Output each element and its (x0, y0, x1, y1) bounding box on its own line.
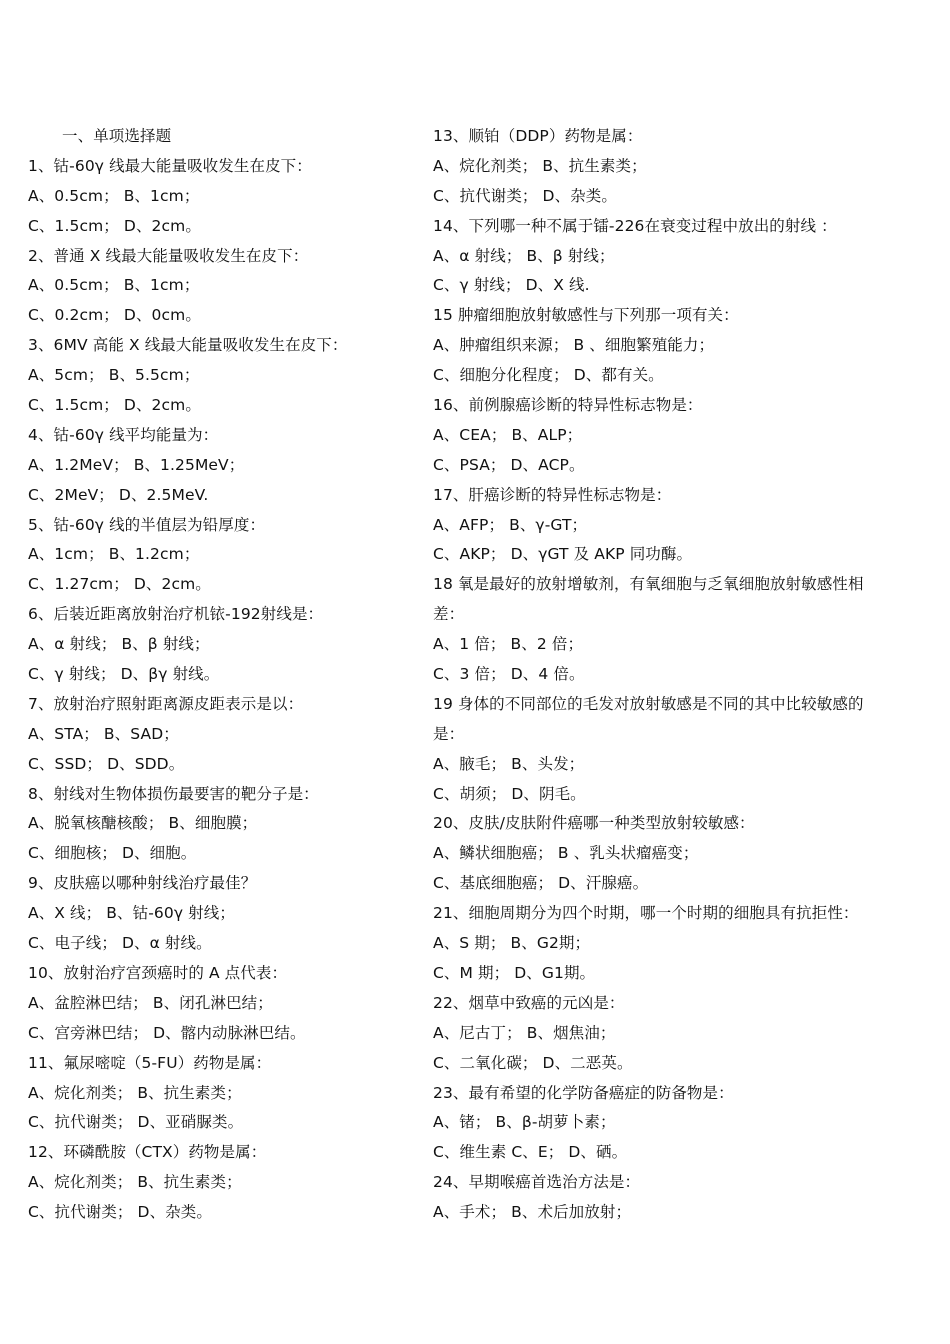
right-line: A、肿瘤组织来源； B 、细胞繁殖能力； (433, 336, 715, 355)
left-line: 12、环磷酰胺（CTX）药物是属： (28, 1143, 267, 1162)
left-line: C、抗代谢类； D、杂类。 (28, 1203, 212, 1222)
left-line: A、0.5cm； B、1cm； (28, 276, 200, 295)
left-line: 8、射线对生物体损伤最要害的靶分子是： (28, 784, 319, 803)
right-line: A、锗； B、β-胡萝卜素； (433, 1113, 616, 1132)
left-line: 6、后装近距离放射治疗机铱-192射线是： (28, 605, 324, 624)
right-column (433, 122, 903, 1228)
left-line: A、α 射线； B、β 射线； (28, 635, 210, 654)
left-line: C、细胞核； D、细胞。 (28, 844, 197, 863)
right-line: A、腋毛； B、头发； (433, 754, 585, 773)
left-line: A、1cm； B、1.2cm； (28, 545, 200, 564)
right-line: 16、前例腺癌诊断的特异性标志物是： (433, 396, 703, 415)
left-line: 7、放射治疗照射距离源皮距表示是以： (28, 694, 304, 713)
left-line: A、盆腔淋巴结； B、闭孔淋巴结； (28, 993, 273, 1012)
right-line: 23、最有希望的化学防备癌症的防备物是： (433, 1083, 734, 1102)
right-line: A、S 期； B、G2期； (433, 934, 591, 953)
right-line: 20、皮肤/皮肤附件癌哪一种类型放射较敏感： (433, 814, 755, 833)
left-line: A、0.5cm； B、1cm； (28, 186, 200, 205)
right-line: A、手术； B、术后加放射； (433, 1203, 632, 1222)
right-line: 22、烟草中致癌的元凶是： (433, 993, 625, 1012)
right-line: A、1 倍； B、2 倍； (433, 635, 584, 654)
left-line: A、烷化剂类； B、抗生素类； (28, 1083, 242, 1102)
right-line: C、胡须； D、阴毛。 (433, 784, 586, 803)
right-line: 15 肿瘤细胞放射敏感性与下列那一项有关： (433, 306, 739, 325)
left-line: C、1.27cm； D、2cm。 (28, 575, 211, 594)
right-line: C、AKP； D、γGT 及 AKP 同功酶。 (433, 545, 693, 564)
right-line: C、二氧化碳； D、二恶英。 (433, 1053, 633, 1072)
right-line: C、3 倍； D、4 倍。 (433, 665, 585, 684)
left-line: A、1.2MeV； B、1.25MeV； (28, 455, 245, 474)
right-line: C、PSA； D、ACP。 (433, 455, 585, 474)
left-line: C、0.2cm； D、0cm。 (28, 306, 201, 325)
right-line: 17、肝癌诊断的特异性标志物是： (433, 485, 672, 504)
right-line: A、CEA； B、ALP； (433, 425, 583, 444)
right-line: C、抗代谢类； D、杂类。 (433, 186, 617, 205)
right-line: 24、早期喉癌首选治方法是： (433, 1173, 641, 1192)
left-line: A、STA； B、SAD； (28, 724, 179, 743)
left-line: 2、普通 X 线最大能量吸收发生在皮下： (28, 246, 309, 265)
right-line: 差： (433, 605, 465, 624)
left-line: C、宫旁淋巴结； D、髂内动脉淋巴结。 (28, 1023, 306, 1042)
left-line: C、1.5cm； D、2cm。 (28, 396, 201, 415)
left-line: A、X 线； B、钴-60γ 射线； (28, 904, 235, 923)
left-line: 9、皮肤癌以哪种射线治疗最佳？ (28, 874, 257, 893)
left-line: 1、钴-60γ 线最大能量吸收发生在皮下： (28, 156, 312, 175)
right-line: C、维生素 C、E； D、硒。 (433, 1143, 628, 1162)
right-line: 13、顺铂（DDP）药物是属： (433, 127, 643, 145)
left-line: C、抗代谢类； D、亚硝脲类。 (28, 1113, 244, 1132)
left-line: C、γ 射线； D、βγ 射线。 (28, 665, 220, 684)
right-line: C、M 期； D、G1期。 (433, 963, 596, 982)
left-line: 5、钴-60γ 线的半值层为铅厚度： (28, 515, 266, 534)
left-line: C、2MeV； D、2.5MeV. (28, 485, 209, 504)
left-line: 一、单项选择题 (62, 127, 172, 145)
right-line: 19 身体的不同部位的毛发对放射敏感是不同的其中比较敏感的 (433, 694, 864, 713)
right-line: C、γ 射线； D、X 线. (433, 276, 590, 295)
left-line: 10、放射治疗宫颈癌时的 A 点代表： (28, 963, 288, 982)
left-line: C、1.5cm； D、2cm。 (28, 216, 201, 235)
left-line: A、5cm； B、5.5cm； (28, 366, 200, 385)
right-line: C、细胞分化程度； D、都有关。 (433, 366, 664, 385)
left-column (28, 122, 418, 1228)
right-line: 18 氧是最好的放射增敏剂，有氧细胞与乏氧细胞放射敏感性相 (433, 575, 864, 594)
left-line: 4、钴-60γ 线平均能量为： (28, 425, 219, 444)
right-line: 是： (433, 724, 465, 743)
right-line: A、AFP； B、γ-GT； (433, 515, 588, 534)
left-line: C、SSD； D、SDD。 (28, 754, 185, 773)
right-line: A、尼古丁； B、烟焦油； (433, 1023, 616, 1042)
right-line: 14、下列哪一种不属于镭-226在衰变过程中放出的射线 ： (433, 216, 837, 235)
left-line: C、电子线； D、α 射线。 (28, 934, 212, 953)
left-line: 3、6MV 高能 X 线最大能量吸收发生在皮下： (28, 336, 348, 355)
right-line: C、基底细胞癌； D、汗腺癌。 (433, 874, 649, 893)
left-line: A、烷化剂类； B、抗生素类； (28, 1173, 242, 1192)
right-line: A、烷化剂类； B、抗生素类； (433, 156, 647, 175)
left-line: 11、氟尿嘧啶（5-FU）药物是属： (28, 1053, 272, 1072)
left-line: A、脱氧核醣核酸； B、细胞膜； (28, 814, 258, 833)
right-line: A、α 射线； B、β 射线； (433, 246, 615, 265)
right-line: A、鳞状细胞癌； B 、乳头状瘤癌变； (433, 844, 699, 863)
right-line: 21、细胞周期分为四个时期，哪一个时期的细胞具有抗拒性： (433, 904, 859, 923)
